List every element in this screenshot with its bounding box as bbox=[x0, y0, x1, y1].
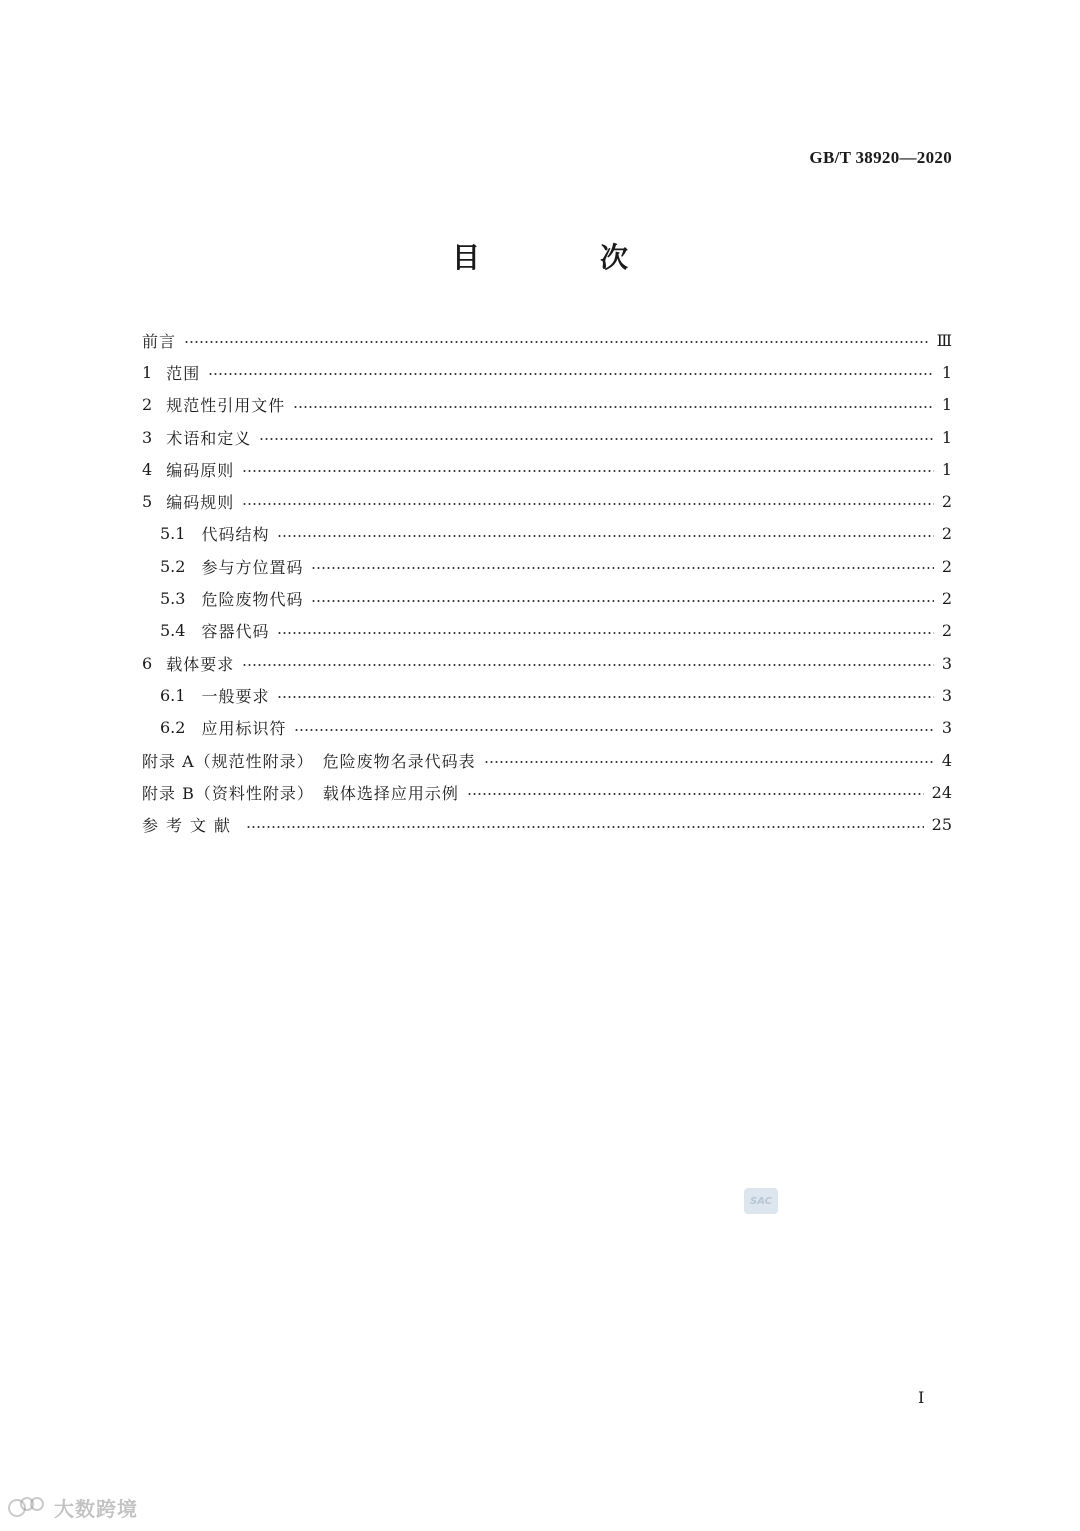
toc-entry-label: 附录 B（资料性附录） 载体选择应用示例 bbox=[142, 783, 459, 803]
toc-entry-page: 25 bbox=[931, 815, 952, 835]
toc-entry-label: 术语和定义 bbox=[166, 428, 252, 448]
toc-entry-6-2[interactable] bbox=[142, 712, 952, 744]
toc-entry-label: 前言 bbox=[142, 331, 177, 351]
toc-entry-label: 参考文献 bbox=[142, 816, 239, 836]
toc-entry-label: 参与方位置码 bbox=[201, 557, 304, 577]
toc-entry-label: 载体要求 bbox=[166, 654, 235, 674]
dot-leader bbox=[294, 729, 933, 731]
toc-entry-5[interactable] bbox=[142, 485, 952, 517]
toc-entry-label: 编码规则 bbox=[166, 493, 235, 513]
toc-entry-label: 代码结构 bbox=[201, 525, 270, 545]
toc-entry-3[interactable] bbox=[142, 421, 952, 453]
page-number: I bbox=[918, 1388, 925, 1407]
toc-entry-number: 6.2 bbox=[160, 718, 186, 738]
toc-entry-page: Ⅲ bbox=[936, 330, 952, 350]
toc-entry-5-4[interactable] bbox=[142, 615, 952, 647]
toc-entry-page: 2 bbox=[941, 556, 952, 576]
toc-entry-page: 1 bbox=[941, 427, 952, 447]
toc-entry-page: 3 bbox=[941, 718, 952, 738]
table-of-contents bbox=[142, 324, 952, 841]
dot-leader bbox=[208, 373, 934, 375]
toc-entry-number: 5 bbox=[142, 492, 153, 512]
toc-entry-5-1[interactable] bbox=[142, 518, 952, 550]
toc-entry-label: 危险废物代码 bbox=[201, 590, 304, 610]
toc-entry-page: 24 bbox=[931, 782, 952, 802]
toc-entry-4[interactable] bbox=[142, 453, 952, 485]
toc-entry-label: 编码原则 bbox=[166, 460, 235, 480]
toc-entry-annex-b[interactable] bbox=[142, 776, 952, 808]
dot-leader bbox=[259, 438, 934, 440]
toc-entry-number: 2 bbox=[142, 395, 153, 415]
toc-entry-foreword[interactable] bbox=[142, 324, 952, 356]
standard-code: GB/T 38920—2020 bbox=[809, 148, 952, 167]
toc-entry-5-2[interactable] bbox=[142, 550, 952, 582]
toc-entry-number: 6 bbox=[142, 653, 153, 673]
brand-logo-icon bbox=[8, 1495, 48, 1521]
toc-entry-page: 2 bbox=[941, 589, 952, 609]
dot-leader bbox=[246, 826, 924, 828]
toc-entry-label: 规范性引用文件 bbox=[166, 396, 286, 416]
toc-entry-number: 4 bbox=[142, 459, 153, 479]
toc-entry-page: 3 bbox=[941, 685, 952, 705]
watermark bbox=[8, 1493, 138, 1522]
page-title: 目 次 bbox=[451, 241, 674, 274]
toc-entry-6-1[interactable] bbox=[142, 679, 952, 711]
toc-entry-label: 一般要求 bbox=[201, 686, 270, 706]
toc-entry-2[interactable] bbox=[142, 389, 952, 421]
toc-entry-1[interactable] bbox=[142, 356, 952, 388]
toc-entry-number: 5.4 bbox=[160, 621, 186, 641]
dot-leader bbox=[277, 696, 933, 698]
toc-entry-page: 2 bbox=[941, 524, 952, 544]
dot-leader bbox=[311, 567, 933, 569]
toc-entry-label: 范围 bbox=[166, 363, 201, 383]
dot-leader bbox=[184, 341, 929, 343]
toc-entry-number: 5.3 bbox=[160, 589, 186, 609]
toc-entry-bibliography[interactable] bbox=[142, 808, 952, 840]
toc-entry-page: 1 bbox=[941, 459, 952, 479]
toc-entry-label: 应用标识符 bbox=[201, 719, 287, 739]
dot-leader bbox=[242, 503, 934, 505]
toc-entry-page: 2 bbox=[941, 621, 952, 641]
toc-entry-annex-a[interactable] bbox=[142, 744, 952, 776]
toc-entry-number: 1 bbox=[142, 362, 153, 382]
toc-entry-page: 2 bbox=[941, 492, 952, 512]
dot-leader bbox=[242, 470, 934, 472]
toc-entry-number: 3 bbox=[142, 427, 153, 447]
dot-leader bbox=[484, 761, 934, 763]
toc-entry-page: 4 bbox=[941, 750, 952, 770]
toc-entry-label: 容器代码 bbox=[201, 622, 270, 642]
dot-leader bbox=[311, 600, 933, 602]
dot-leader bbox=[293, 406, 934, 408]
dot-leader bbox=[277, 535, 933, 537]
watermark-text: 大数跨境 bbox=[54, 1497, 138, 1521]
toc-entry-5-3[interactable] bbox=[142, 582, 952, 614]
toc-entry-number: 5.2 bbox=[160, 556, 186, 576]
sac-logo: SAC bbox=[744, 1188, 778, 1214]
dot-leader bbox=[242, 664, 934, 666]
toc-entry-page: 1 bbox=[941, 362, 952, 382]
toc-entry-label: 附录 A（规范性附录） 危险废物名录代码表 bbox=[142, 751, 476, 771]
toc-entry-number: 5.1 bbox=[160, 524, 186, 544]
toc-entry-page: 1 bbox=[941, 395, 952, 415]
dot-leader bbox=[277, 632, 933, 634]
toc-entry-page: 3 bbox=[941, 653, 952, 673]
toc-entry-6[interactable] bbox=[142, 647, 952, 679]
toc-entry-number: 6.1 bbox=[160, 685, 186, 705]
dot-leader bbox=[467, 793, 924, 795]
